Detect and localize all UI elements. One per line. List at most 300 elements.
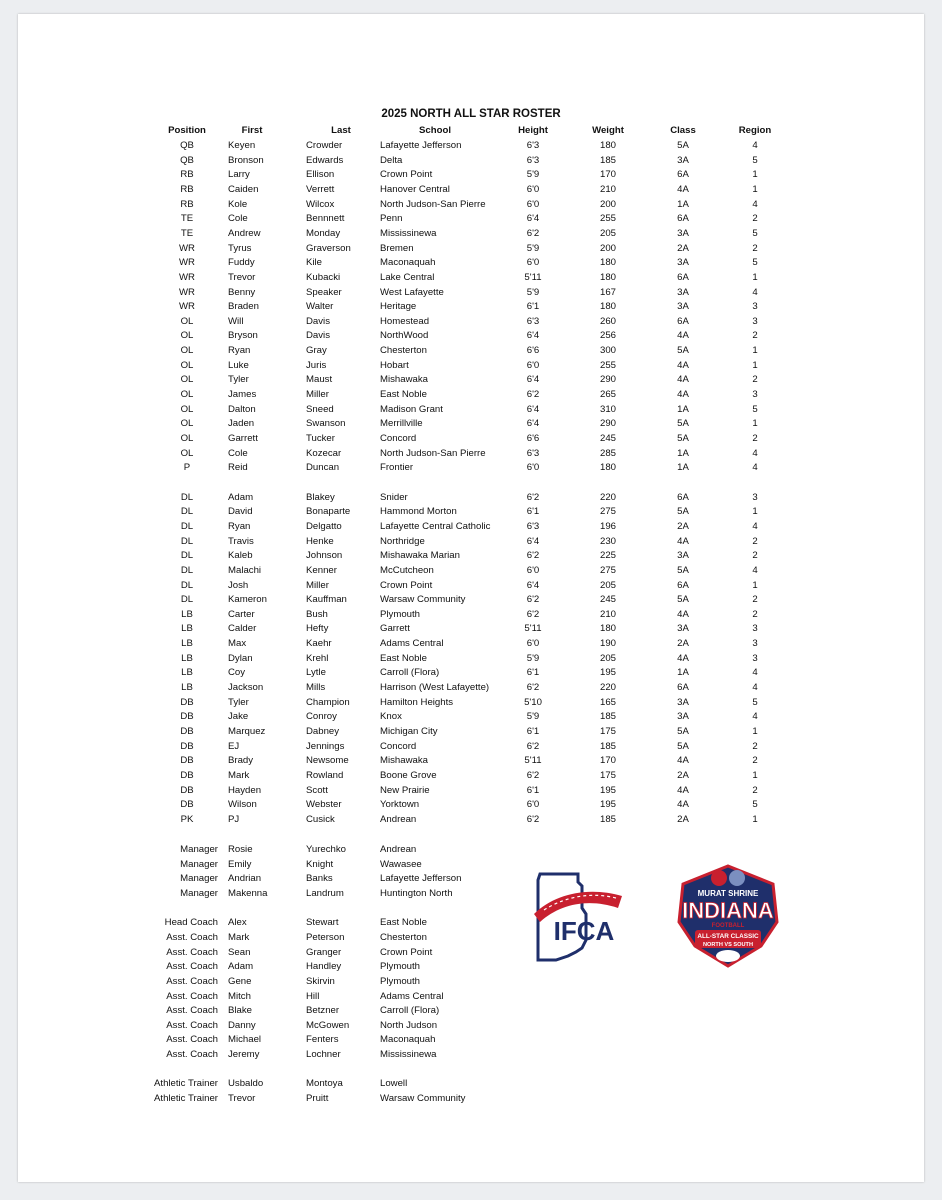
staff-school: Adams Central xyxy=(380,990,444,1002)
player-region: 2 xyxy=(752,433,758,444)
player-last-name: Bonaparte xyxy=(306,506,351,518)
player-height: 6'0 xyxy=(526,638,540,650)
staff-role: Asst. Coach xyxy=(166,961,218,973)
player-last-name: Krehl xyxy=(306,652,329,664)
player-first-name: Dalton xyxy=(228,403,256,415)
staff-row xyxy=(18,916,924,930)
player-school: Madison Grant xyxy=(380,403,443,415)
player-school: Bremen xyxy=(380,242,414,254)
player-last-name: Monday xyxy=(306,227,341,239)
staff-last-name: Knight xyxy=(306,858,334,870)
player-school: Boone Grove xyxy=(380,769,437,781)
player-height: 6'4 xyxy=(526,213,540,225)
player-row xyxy=(18,168,924,182)
player-school: Homestead xyxy=(380,315,430,327)
player-row xyxy=(18,154,924,168)
player-position: P xyxy=(183,462,191,474)
player-school: Plymouth xyxy=(380,608,420,620)
player-height: 6'2 xyxy=(526,769,540,781)
staff-first-name: Sean xyxy=(228,946,251,958)
player-row xyxy=(18,784,924,798)
player-position: TE xyxy=(180,213,194,225)
player-position: DB xyxy=(180,726,194,737)
player-height: 6'3 xyxy=(526,140,540,151)
player-position: WR xyxy=(179,242,195,254)
player-position: OL xyxy=(180,403,194,415)
player-class: 3A xyxy=(677,301,689,313)
player-position: OL xyxy=(180,418,194,430)
player-height: 6'2 xyxy=(526,682,540,693)
player-first-name: Trevor xyxy=(228,271,256,283)
player-position: PK xyxy=(180,813,194,825)
player-first-name: Benny xyxy=(228,286,256,298)
staff-school: Lafayette Jefferson xyxy=(380,873,462,885)
staff-last-name: Stewart xyxy=(306,917,339,929)
player-first-name: Bryson xyxy=(228,330,258,342)
player-first-name: Josh xyxy=(228,579,249,591)
staff-last-name: Yurechko xyxy=(306,844,347,855)
player-class: 6A xyxy=(677,682,689,693)
player-weight: 180 xyxy=(599,257,616,269)
player-region: 2 xyxy=(752,740,758,752)
player-class: 4A xyxy=(677,784,689,796)
staff-role: Athletic Trainer xyxy=(154,1093,218,1104)
player-school: Garrett xyxy=(380,623,410,635)
player-first-name: Tyrus xyxy=(228,242,252,254)
player-height: 6'0 xyxy=(526,462,540,474)
player-region: 2 xyxy=(752,330,758,342)
player-position: DB xyxy=(180,740,194,752)
player-last-name: Hefty xyxy=(306,623,329,635)
player-height: 6'2 xyxy=(526,389,540,400)
player-first-name: Brady xyxy=(228,755,254,767)
player-height: 6'0 xyxy=(526,359,540,371)
player-school: Snider xyxy=(380,491,408,503)
player-first-name: Kameron xyxy=(228,594,267,606)
player-region: 4 xyxy=(752,711,758,723)
player-last-name: Speaker xyxy=(306,286,342,298)
player-region: 2 xyxy=(752,594,758,606)
player-first-name: Cole xyxy=(228,213,248,225)
player-row xyxy=(18,637,924,651)
player-row xyxy=(18,740,924,754)
player-class: 5A xyxy=(677,418,689,430)
header-class: Class xyxy=(670,125,696,136)
player-row xyxy=(18,505,924,519)
staff-first-name: Blake xyxy=(228,1005,252,1017)
staff-role: Manager xyxy=(180,858,218,870)
staff-row xyxy=(18,1092,924,1106)
player-height: 6'4 xyxy=(526,330,540,342)
player-position: RB xyxy=(180,184,194,195)
staff-first-name: Mark xyxy=(228,931,250,943)
player-first-name: Marquez xyxy=(228,726,266,737)
player-region: 5 xyxy=(752,257,758,269)
player-region: 1 xyxy=(752,345,758,357)
player-first-name: Ryan xyxy=(228,520,251,532)
staff-role: Manager xyxy=(180,844,218,855)
player-weight: 290 xyxy=(599,418,616,430)
player-last-name: Champion xyxy=(306,696,350,708)
player-height: 5'11 xyxy=(524,755,542,767)
player-class: 1A xyxy=(677,198,689,210)
player-weight: 230 xyxy=(599,535,616,547)
player-weight: 180 xyxy=(599,462,616,474)
player-school: Merrillville xyxy=(380,418,423,430)
player-position: DL xyxy=(180,491,194,503)
player-last-name: Kenner xyxy=(306,564,337,576)
player-class: 6A xyxy=(677,315,689,327)
staff-role: Head Coach xyxy=(164,917,218,929)
player-row xyxy=(18,359,924,373)
player-last-name: Duncan xyxy=(306,462,340,474)
player-weight: 260 xyxy=(599,315,616,327)
player-class: 1A xyxy=(677,667,689,679)
player-position: OL xyxy=(180,345,194,357)
player-row xyxy=(18,329,924,343)
staff-school: Andrean xyxy=(380,844,417,855)
player-school: Concord xyxy=(380,740,417,752)
player-first-name: PJ xyxy=(228,813,240,825)
player-position: OL xyxy=(180,389,194,400)
player-position: RB xyxy=(180,198,194,210)
header-region: Region xyxy=(738,125,772,136)
player-school: Concord xyxy=(380,433,417,444)
player-school: Adams Central xyxy=(380,638,444,650)
player-position: LB xyxy=(181,652,193,664)
staff-first-name: Emily xyxy=(228,858,252,870)
player-row xyxy=(18,564,924,578)
player-region: 3 xyxy=(752,491,758,503)
player-weight: 225 xyxy=(599,550,616,562)
player-weight: 265 xyxy=(599,389,616,400)
player-first-name: Braden xyxy=(228,301,259,313)
staff-last-name: Banks xyxy=(306,873,333,885)
player-last-name: Verrett xyxy=(306,184,335,195)
player-class: 2A xyxy=(677,638,689,650)
player-region: 4 xyxy=(752,667,758,679)
staff-school: Wawasee xyxy=(380,858,422,870)
staff-last-name: Skirvin xyxy=(306,975,335,987)
player-weight: 310 xyxy=(599,403,616,415)
player-position: DB xyxy=(180,711,194,723)
player-weight: 275 xyxy=(599,564,616,576)
player-class: 3A xyxy=(677,696,689,708)
player-first-name: Larry xyxy=(228,169,250,181)
player-weight: 196 xyxy=(599,520,616,532)
player-position: LB xyxy=(181,608,193,620)
player-school: Crown Point xyxy=(380,169,433,181)
player-position: OL xyxy=(180,447,194,459)
player-last-name: Blakey xyxy=(306,491,335,503)
player-position: WR xyxy=(179,257,195,269)
player-first-name: Max xyxy=(228,638,247,650)
player-school: East Noble xyxy=(380,389,427,400)
staff-first-name: Danny xyxy=(228,1019,256,1031)
player-row xyxy=(18,622,924,636)
player-height: 6'3 xyxy=(526,447,540,459)
player-region: 4 xyxy=(752,520,758,532)
player-school: Carroll (Flora) xyxy=(380,667,440,679)
player-school: NorthWood xyxy=(380,330,429,342)
player-school: Harrison (West Lafayette) xyxy=(380,682,490,693)
player-weight: 175 xyxy=(599,769,616,781)
player-last-name: Lytle xyxy=(306,667,326,679)
player-weight: 165 xyxy=(599,696,616,708)
player-first-name: Fuddy xyxy=(228,257,255,269)
staff-school: East Noble xyxy=(380,917,427,929)
player-height: 5'11 xyxy=(524,623,542,635)
player-first-name: Jackson xyxy=(228,682,264,693)
player-school: Michigan City xyxy=(380,726,438,737)
staff-school: Warsaw Community xyxy=(380,1093,466,1104)
player-region: 3 xyxy=(752,638,758,650)
player-height: 5'10 xyxy=(524,696,542,708)
player-height: 6'2 xyxy=(526,594,540,606)
player-position: DL xyxy=(180,506,194,518)
staff-role: Asst. Coach xyxy=(166,1005,218,1017)
staff-first-name: Michael xyxy=(228,1034,262,1046)
player-region: 4 xyxy=(752,286,758,298)
player-school: Mishawaka Marian xyxy=(380,550,460,562)
player-region: 1 xyxy=(752,813,758,825)
player-first-name: Reid xyxy=(228,462,248,474)
player-height: 6'0 xyxy=(526,184,540,195)
player-first-name: James xyxy=(228,389,257,400)
player-school: Delta xyxy=(380,154,403,166)
player-last-name: Kile xyxy=(306,257,322,269)
player-last-name: Davis xyxy=(306,330,330,342)
player-height: 5'9 xyxy=(526,242,540,254)
player-height: 5'9 xyxy=(526,286,540,298)
player-position: QB xyxy=(180,154,194,166)
player-row xyxy=(18,681,924,695)
player-weight: 205 xyxy=(599,652,616,664)
player-region: 1 xyxy=(752,579,758,591)
staff-row xyxy=(18,960,924,974)
staff-first-name: Alex xyxy=(228,917,247,929)
player-first-name: Kole xyxy=(228,198,248,210)
player-region: 1 xyxy=(752,169,758,181)
staff-school: Maconaquah xyxy=(380,1034,436,1046)
player-school: McCutcheon xyxy=(380,564,434,576)
player-class: 2A xyxy=(677,769,689,781)
player-row xyxy=(18,300,924,314)
player-school: Lake Central xyxy=(380,271,435,283)
player-school: Mississinewa xyxy=(380,227,437,239)
player-first-name: Luke xyxy=(228,359,249,371)
player-region: 5 xyxy=(752,799,758,811)
player-last-name: Walter xyxy=(306,301,334,313)
player-height: 5'9 xyxy=(526,169,540,181)
player-row xyxy=(18,608,924,622)
player-region: 1 xyxy=(752,726,758,737)
player-region: 2 xyxy=(752,608,758,620)
player-first-name: Wilson xyxy=(228,799,257,811)
player-row xyxy=(18,549,924,563)
staff-role: Asst. Coach xyxy=(166,1034,218,1046)
player-first-name: Cole xyxy=(228,447,248,459)
player-class: 1A xyxy=(677,447,689,459)
player-row xyxy=(18,593,924,607)
player-row xyxy=(18,388,924,402)
player-last-name: Henke xyxy=(306,535,334,547)
player-class: 5A xyxy=(677,726,689,737)
player-region: 5 xyxy=(752,227,758,239)
header-first: First xyxy=(241,125,263,136)
player-weight: 300 xyxy=(599,345,616,357)
player-class: 6A xyxy=(677,579,689,591)
staff-school: Lowell xyxy=(380,1078,408,1090)
player-position: LB xyxy=(181,638,193,650)
player-height: 6'4 xyxy=(526,579,540,591)
staff-school: Mississinewa xyxy=(380,1049,437,1061)
player-height: 5'11 xyxy=(524,271,542,283)
player-row xyxy=(18,769,924,783)
player-position: DB xyxy=(180,696,194,708)
staff-first-name: Gene xyxy=(228,975,252,987)
player-last-name: Miller xyxy=(306,579,329,591)
player-weight: 200 xyxy=(599,198,616,210)
murat-logo-band: ALL-STAR CLASSIC xyxy=(697,933,759,940)
player-height: 6'0 xyxy=(526,257,540,269)
player-row xyxy=(18,491,924,505)
player-row xyxy=(18,813,924,827)
player-height: 6'2 xyxy=(526,491,540,503)
player-region: 4 xyxy=(752,447,758,459)
player-last-name: Ellison xyxy=(306,169,335,181)
player-height: 6'4 xyxy=(526,535,540,547)
player-region: 2 xyxy=(752,242,758,254)
staff-row xyxy=(18,872,924,886)
table-header xyxy=(18,124,924,138)
player-first-name: Caiden xyxy=(228,184,259,195)
player-region: 2 xyxy=(752,784,758,796)
player-height: 6'2 xyxy=(526,740,540,752)
player-height: 6'6 xyxy=(526,345,540,357)
player-region: 3 xyxy=(752,389,758,400)
player-weight: 180 xyxy=(599,271,616,283)
player-class: 3A xyxy=(677,550,689,562)
player-height: 6'1 xyxy=(526,667,540,679)
player-first-name: Tyler xyxy=(228,374,249,386)
player-last-name: Johnson xyxy=(306,550,343,562)
player-first-name: Calder xyxy=(228,623,257,635)
player-first-name: David xyxy=(228,506,253,518)
player-position: DL xyxy=(180,564,194,576)
staff-last-name: McGowen xyxy=(306,1019,350,1031)
player-region: 2 xyxy=(752,755,758,767)
player-last-name: Bush xyxy=(306,608,328,620)
player-region: 4 xyxy=(752,682,758,693)
player-position: OL xyxy=(180,330,194,342)
staff-role: Manager xyxy=(180,887,218,899)
player-last-name: Dabney xyxy=(306,726,340,737)
player-weight: 205 xyxy=(599,227,616,239)
player-weight: 245 xyxy=(599,433,616,444)
player-school: North Judson-San Pierre xyxy=(380,447,486,459)
player-row xyxy=(18,139,924,153)
player-height: 6'6 xyxy=(526,433,540,444)
player-first-name: Andrew xyxy=(228,227,261,239)
player-school: Hanover Central xyxy=(380,184,450,195)
player-position: WR xyxy=(179,301,195,313)
header-weight: Weight xyxy=(592,125,624,136)
player-height: 6'1 xyxy=(526,726,540,737)
player-class: 2A xyxy=(677,520,689,532)
player-row xyxy=(18,579,924,593)
player-first-name: Dylan xyxy=(228,652,253,664)
header-school: School xyxy=(419,125,451,136)
player-school: Maconaquah xyxy=(380,257,436,269)
player-weight: 185 xyxy=(599,740,616,752)
player-position: WR xyxy=(179,271,195,283)
player-last-name: Kauffman xyxy=(306,594,347,606)
player-region: 5 xyxy=(752,696,758,708)
player-first-name: Adam xyxy=(228,491,254,503)
staff-school: Huntington North xyxy=(380,887,453,899)
player-weight: 180 xyxy=(599,140,616,151)
player-school: West Lafayette xyxy=(380,286,444,298)
player-first-name: Garrett xyxy=(228,433,258,444)
player-height: 6'1 xyxy=(526,506,540,518)
player-class: 5A xyxy=(677,345,689,357)
player-last-name: Edwards xyxy=(306,154,344,166)
player-class: 4A xyxy=(677,652,689,664)
player-last-name: Cusick xyxy=(306,813,335,825)
player-row xyxy=(18,725,924,739)
player-first-name: Tyler xyxy=(228,696,249,708)
player-position: DB xyxy=(180,755,194,767)
player-school: Hamilton Heights xyxy=(380,696,454,708)
staff-row xyxy=(18,975,924,989)
player-position: DB xyxy=(180,799,194,811)
player-position: DL xyxy=(180,579,194,591)
player-weight: 285 xyxy=(599,447,616,459)
player-class: 4A xyxy=(677,799,689,811)
player-row xyxy=(18,256,924,270)
player-row xyxy=(18,798,924,812)
player-region: 2 xyxy=(752,535,758,547)
staff-row xyxy=(18,843,924,857)
player-height: 5'9 xyxy=(526,711,540,723)
player-class: 3A xyxy=(677,227,689,239)
staff-school: Carroll (Flora) xyxy=(380,1005,440,1017)
player-class: 4A xyxy=(677,374,689,386)
player-region: 3 xyxy=(752,623,758,635)
player-row xyxy=(18,461,924,475)
player-weight: 185 xyxy=(599,154,616,166)
player-school: Frontier xyxy=(380,462,414,474)
header-last: Last xyxy=(331,125,351,136)
staff-role: Asst. Coach xyxy=(166,975,218,987)
player-weight: 167 xyxy=(599,286,616,298)
player-last-name: Kaehr xyxy=(306,638,332,650)
player-first-name: Malachi xyxy=(228,564,262,576)
player-position: OL xyxy=(180,374,194,386)
player-class: 2A xyxy=(677,813,689,825)
player-height: 6'0 xyxy=(526,799,540,811)
staff-row xyxy=(18,990,924,1004)
player-row xyxy=(18,535,924,549)
player-first-name: EJ xyxy=(228,740,240,752)
player-weight: 255 xyxy=(599,359,616,371)
player-school: Lafayette Central Catholic xyxy=(380,520,491,532)
player-class: 4A xyxy=(677,608,689,620)
player-height: 5'9 xyxy=(526,652,540,664)
player-school: Penn xyxy=(380,213,403,225)
staff-last-name: Fenters xyxy=(306,1034,339,1046)
